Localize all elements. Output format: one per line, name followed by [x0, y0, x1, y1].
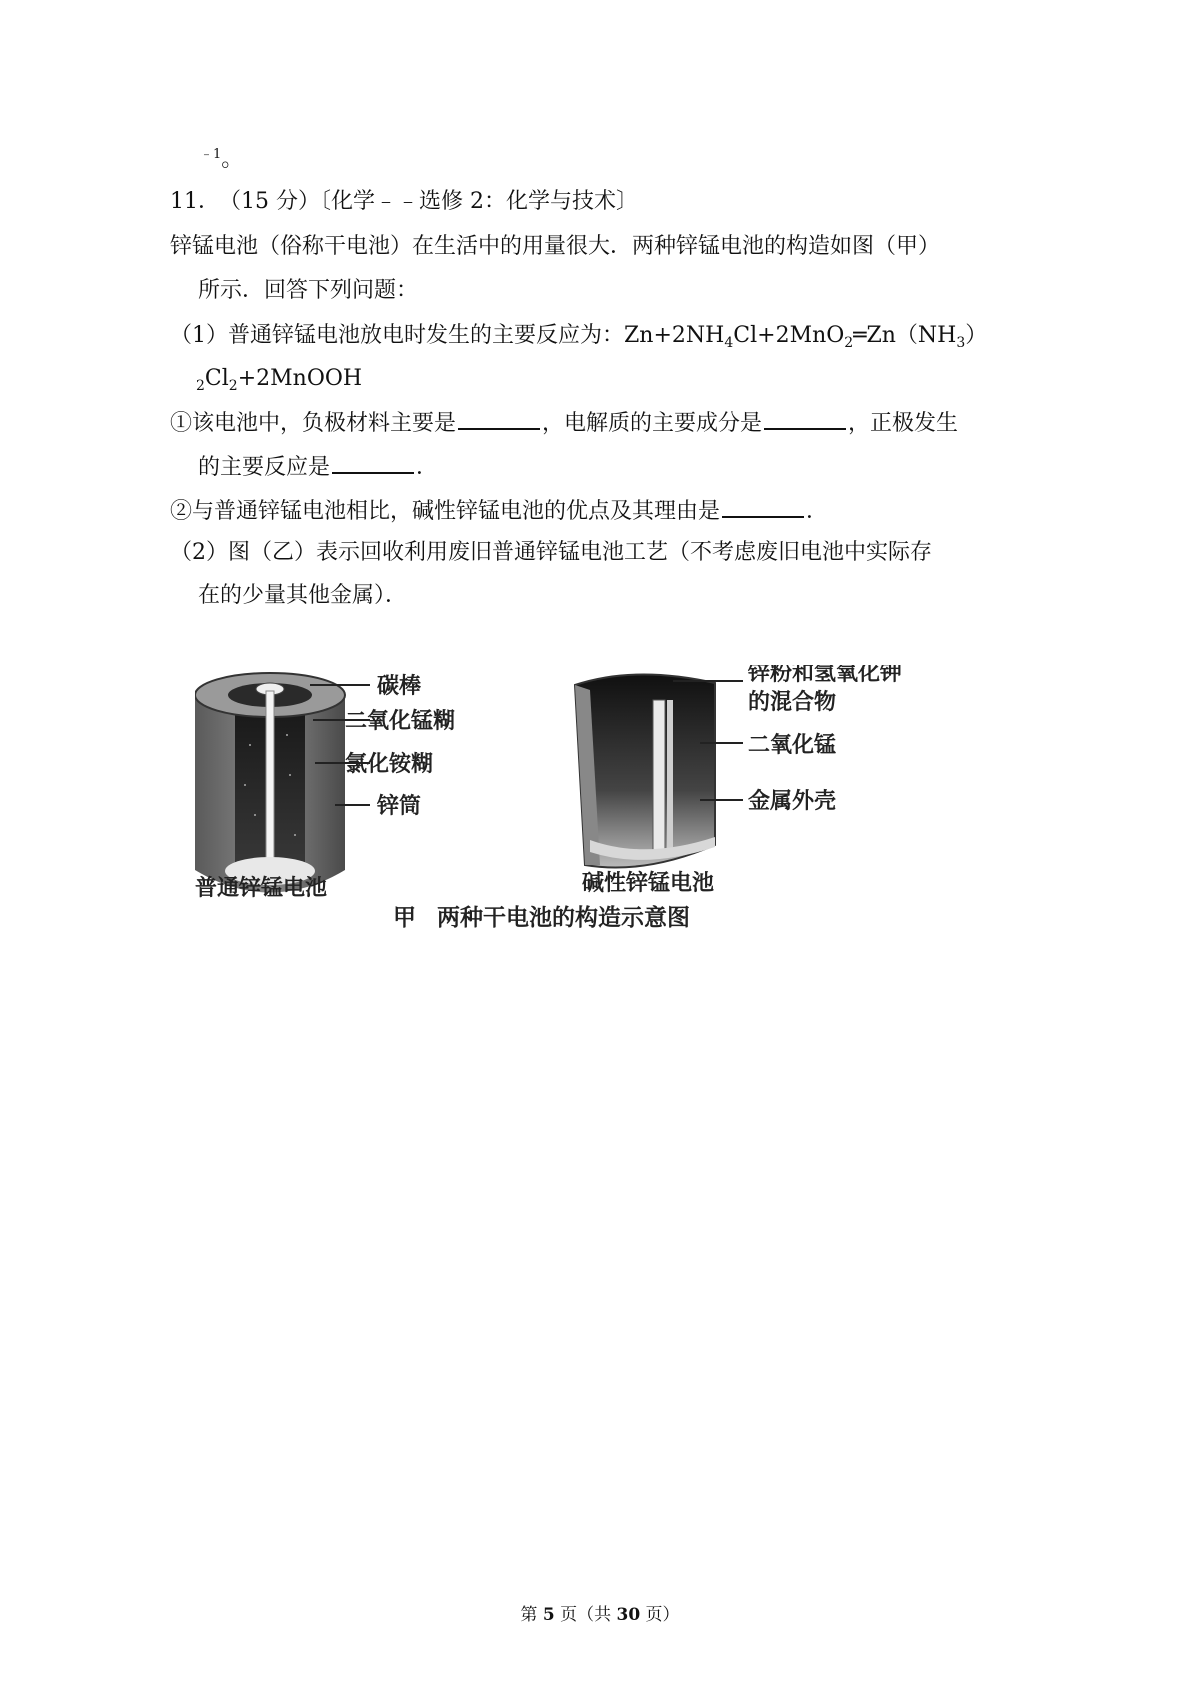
question-score: （15 分） — [230, 189, 320, 214]
q1-marker: ① — [170, 411, 193, 436]
equation-sub: 3 — [956, 335, 966, 351]
q1-text-a: 该电池中，负极材料主要是 — [192, 411, 457, 436]
inner-tube-edge — [667, 700, 673, 850]
ordinary-battery-drawing — [195, 673, 455, 901]
q1-line-1 — [170, 406, 958, 439]
q2-text-a: 与普通锌锰电池相比，碱性锌锰电池的优点及其理由是 — [192, 499, 721, 524]
part2-line-2: 在的少量其他金属）． — [198, 583, 408, 608]
right-battery-title: 碱性锌锰电池 — [582, 871, 715, 896]
footer-text: 页） — [640, 1605, 680, 1625]
label-zinc-koh: 锌粉和氢氧化钾 — [748, 665, 903, 686]
label-carbon-rod: 碳棒 — [377, 674, 422, 699]
label-metal-shell: 金属外壳 — [748, 789, 837, 814]
equation-sub: 4 — [724, 335, 734, 351]
footer-text: 页（共 — [554, 1605, 617, 1625]
question-header — [170, 187, 638, 217]
q1-line2-a: 的主要反应是 — [198, 455, 331, 480]
part1-text: 普通锌锰电池放电时发生的主要反应为： — [228, 323, 625, 348]
figure-caption: 两种干电池的构造示意图 — [437, 905, 690, 931]
part1-label: （1） — [170, 323, 228, 348]
q2-text-b: ． — [806, 499, 829, 524]
part2-label: （2） — [170, 540, 228, 565]
equation-c: ═Zn（NH — [853, 323, 957, 348]
fragment-period: 。 — [221, 147, 244, 172]
part2-line-1 — [170, 538, 932, 568]
intro-line-1: 锌锰电池（俗称干电池）在生活中的用量很大．两种锌锰电池的构造如图（甲） — [170, 234, 941, 259]
label-mixture: 的混合物 — [748, 690, 837, 715]
intro-line-2: 所示．回答下列问题： — [198, 278, 419, 303]
label-zinc-can: 锌筒 — [377, 794, 422, 819]
equation-d: ） — [965, 323, 988, 348]
exponent-fragment: ﹣1 — [200, 147, 222, 162]
q2-marker: ② — [170, 499, 193, 524]
q1-text-b: ，电解质的主要成分是 — [542, 411, 763, 436]
equation-line2-tail: +2MnOOH — [237, 366, 363, 391]
alkaline-battery-drawing — [575, 665, 902, 896]
page-number: 5 — [542, 1605, 555, 1625]
q1-line-2 — [198, 450, 438, 483]
part1-line-1 — [170, 321, 987, 358]
q1-text-c: ，正极发生 — [848, 411, 959, 436]
equation-line2: Cl — [204, 366, 229, 391]
q1-line2-b: ． — [416, 455, 439, 480]
equation-sub: 2 — [228, 378, 238, 394]
carbon-rod — [266, 691, 274, 861]
equation-sub: 2 — [196, 378, 205, 394]
label-mno2: 二氧化锰 — [748, 733, 837, 758]
left-battery-title: 普通锌锰电池 — [195, 876, 328, 901]
part1-line-2 — [196, 364, 362, 401]
answer-blank[interactable] — [332, 450, 414, 474]
equation-a: Zn+2NH — [624, 323, 725, 348]
page-footer — [0, 1600, 1200, 1625]
top-fragment — [200, 140, 243, 175]
footer-text: 第 — [520, 1605, 543, 1625]
question-category: 〔化学﹣﹣选修 2：化学与技术〕 — [320, 189, 638, 214]
part2-line1: 图（乙）表示回收利用废旧普通锌锰电池工艺（不考虑废旧电池中实际存 — [228, 540, 933, 565]
equation-b: Cl+2MnO — [733, 323, 845, 348]
page-total: 30 — [616, 1605, 641, 1625]
answer-blank[interactable] — [458, 406, 540, 430]
question-number: 11． — [170, 189, 220, 214]
q2-line — [170, 494, 828, 527]
label-manganese-paste: 二氧化锰糊 — [345, 709, 456, 734]
answer-blank[interactable] — [722, 494, 804, 518]
battery-diagram — [195, 665, 955, 1025]
answer-blank[interactable] — [764, 406, 846, 430]
label-ammonium-paste: 氯化铵糊 — [345, 752, 434, 777]
figure-caption-mark: 甲 — [393, 905, 416, 931]
inner-tube — [653, 700, 665, 850]
equation-sub: 2 — [844, 335, 854, 351]
battery-figure — [195, 665, 955, 1025]
